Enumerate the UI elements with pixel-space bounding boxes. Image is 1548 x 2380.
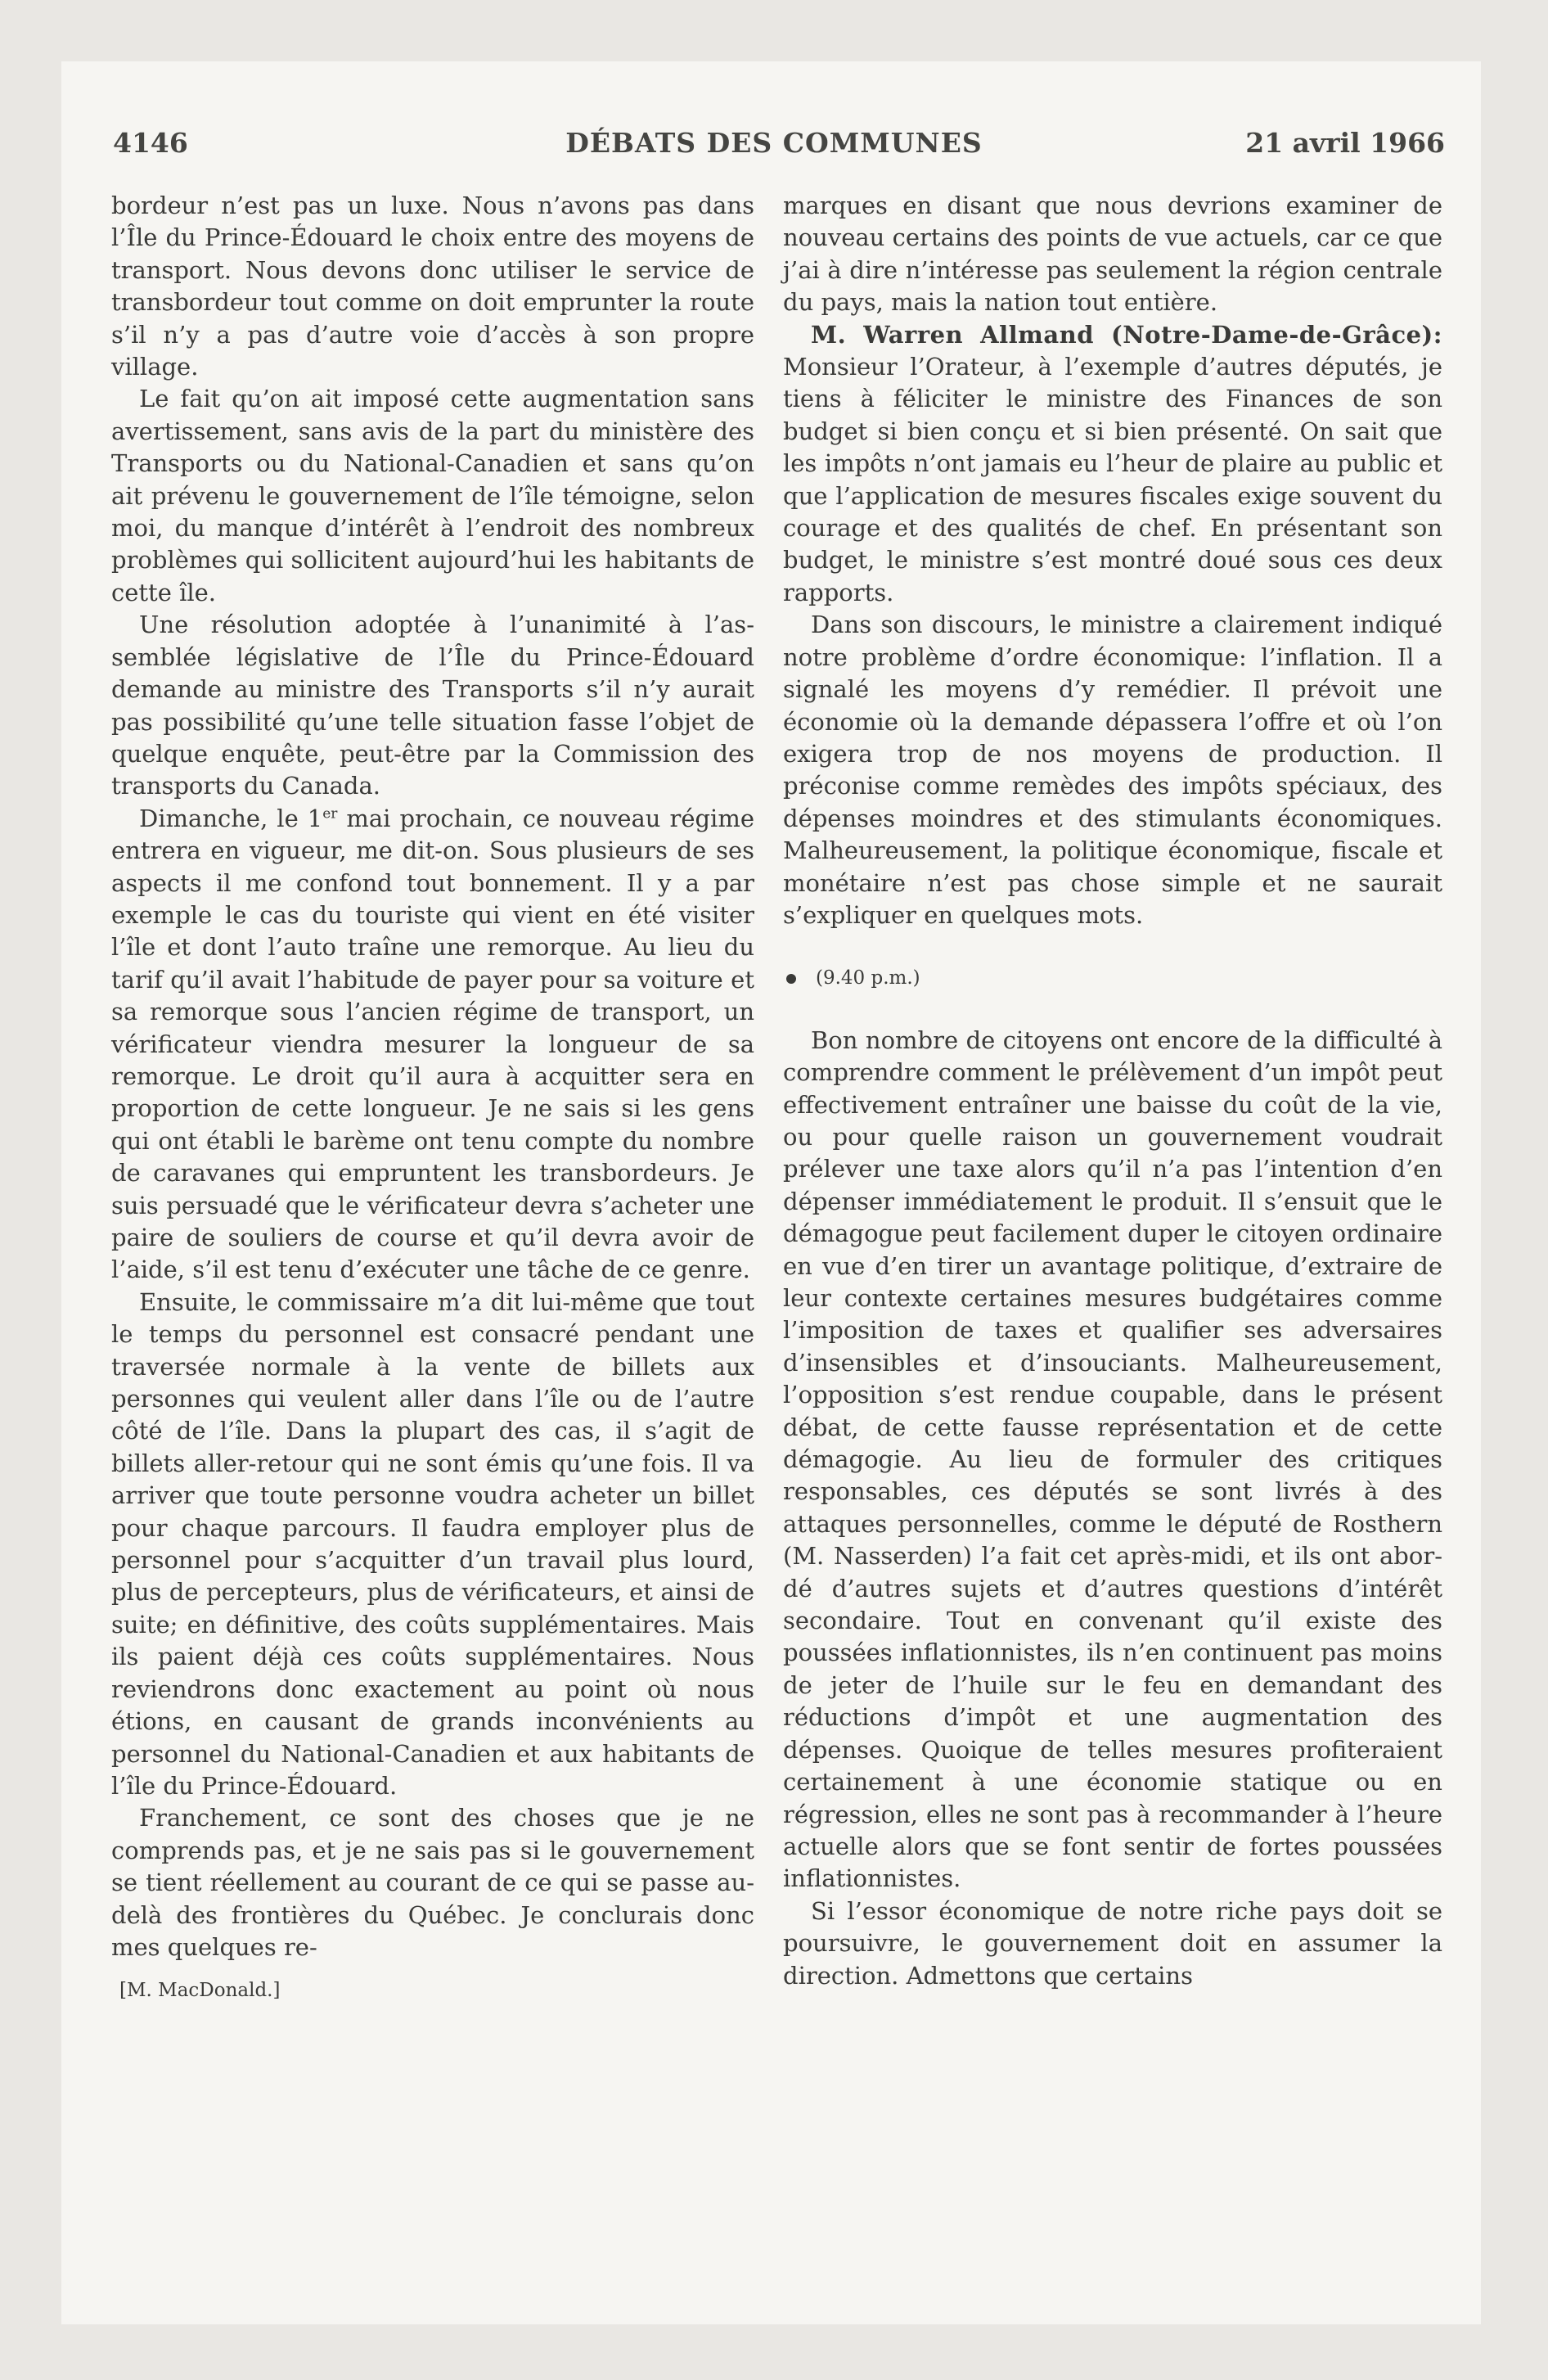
page-number: 4146 — [113, 127, 188, 159]
paragraph: Une résolution adoptée à l’unanimité à l’assemblée législative de l’Île du Prince-Édouard demande au ministre des Transports s’il n’y aurait pas possibilité qu’une telle situation fasse l’objet de quelque enquête, peut-être par la Commission des transports du Canada. — [111, 611, 754, 800]
speaker-name: M. Warren Allmand (Notre-Dame-de-Grâce): — [811, 320, 1442, 349]
paragraph: marques en disant que nous devrions examiner de nouveau certains des points de vue actuels, car ce que j’ai à dire n’intéresse pas seulement la région centrale du pays, mais la nation tout entière. — [783, 192, 1442, 317]
paragraph: Ensuite, le commissaire m’a dit lui-même que tout le temps du personnel est consacré pendant une traversée normale à la vente de billets aux personnes qui veulent aller dans l’île ou de l’autre côté de l’île. Dans la plupart des cas, il s’agit de billets aller-retour qui ne sont émis qu’une fois. Il va arriver que toute personne voudra acheter un billet pour chaque parcours. Il faudra employer plus de personnel pour s’acquitter d’un travail plus lourd, plus de percepteurs, plus de vérificateurs, et ainsi de suite; en définitive, des coûts supplémentaires. Mais ils paient déjà ces coûts supplémentaires. Nous reviendrons donc exactement au point où nous étions, en causant de grands inconvénients au personnel du National-Canadien et aux habitants de l’île du Prince-Édouard. — [111, 1287, 754, 1800]
paragraph: Le fait qu’on ait imposé cette augmentation sans avertissement, sans avis de la part du ministère des Transports ou du National-Canadien et sans qu’on ait prévenu le gouvernement de l’île témoigne, selon moi, du manque d’intérêt à l’endroit des nombreux problèmes qui sollicitent aujourd’hui les habitants de cette île. — [111, 385, 754, 606]
paragraph: Franchement, ce sont des choses que je ne comprends pas, et je ne sais pas si le gouvernement se tient réellement au courant de ce qui se passe au-delà des frontières du Québec. Je conclurais donc mes quelques re- — [111, 1804, 754, 1961]
left-column — [111, 190, 754, 2252]
paragraph-rest: Monsieur l’Orateur, à l’exemple d’autres députés, je tiens à féliciter le ministre des Finances de son budget si bien conçu et si bien présenté. On sait que les impôts n’ont jamais eu l’heur de plaire au public et que l’application de mesures fiscales exige souvent du courage et des qualités de chef. En présentant son budget, le ministre s’est montré doué sous ces deux rapports. — [783, 353, 1442, 606]
paragraph: Dans son discours, le ministre a clairement indiqué notre problème d’ordre économique: l’inflation. Il a signalé les moyens d’y remédier. Il prévoit une économie où la demande dépassera l’offre et où l’on exigera trop de nos moyens de production. Il préconise comme remèdes des impôts spéciaux, des dépenses moindres et des stimulants économiques. Malheureusement, la politique économique, fiscale et monétaire n’est pas chose simple et ne saurait s’expliquer en quelques mots. — [783, 611, 1442, 929]
paragraph: Si l’essor économique de notre riche pays doit se poursuivre, le gouvernement doit en assumer la direction. Admettons que certains — [783, 1896, 1442, 1990]
speaker-attribution: [M. MacDonald.] — [119, 1980, 281, 2002]
right-column — [783, 190, 1442, 2252]
paragraph-start: Dimanche, le 1 — [139, 804, 323, 832]
time-marker — [783, 962, 1442, 994]
page-date: 21 avril 1966 — [1245, 127, 1445, 159]
paragraph: bordeur n’est pas un luxe. Nous n’avons pas dans l’Île du Prince-Édouard le choix entre des moyens de transport. Nous devons donc utiliser le service de transbordeur tout comme on doit emprunter la route s’il n’y a pas d’autre voie d’accès à son propre village. — [111, 192, 754, 381]
paragraph: Bon nombre de citoyens ont encore de la difficulté à comprendre comment le prélèvement d’un impôt peut effectivement entraîner une baisse du coût de la vie, ou pour quelle raison un gouvernement voudrait prélever une taxe alors qu’il n’a pas l’intention d’en dépenser immédiatement le produit. Il s’ensuit que le démagogue peut facilement duper le citoyen ordinaire en vue d’en tirer un avantage politique, d’extraire de leur contexte certaines mesures budgétaires comme l’imposition de taxes et qualifier ses adversaires d’insensibles et d’insouciants. Malheureusement, l’opposition s’est rendue coupable, dans le présent débat, de cette fausse représentation et de cette démagogie. Au lieu de formuler des critiques responsables, ces députés se sont livrés à des attaques personnelles, comme le député de Rosthern (M. Nasserden) l’a fait cet après-midi, et ils ont abordé d’autres sujets et d’autres questions d’intérêt secondaire. Tout en convenant qu’il existe des poussées inflationnistes, ils n’en continuent pas moins de jeter de l’huile sur le feu en demandant des réductions d’impôt et une augmentation des dépenses. Quoique de telles mesures profiteraient certainement à une économie statique ou en régression, elles ne sont pas à recommander à l’heure actuelle alors que se font sentir de fortes poussées inflationnistes. — [783, 1025, 1442, 1893]
paragraph — [111, 803, 754, 1287]
page-title: DÉBATS DES COMMUNES — [565, 127, 983, 159]
time-marker-text: (9.40 p.m.) — [816, 967, 920, 989]
paragraph — [783, 319, 1442, 610]
ordinal-superscript: er — [322, 805, 338, 823]
bullet-icon — [786, 974, 796, 984]
paragraph-rest: mai prochain, ce nouveau régime entrera en vigueur, me dit-on. Sous plusieurs de ses aspects il me confond tout bonnement. Il y a par exemple le cas du touriste qui vient en été visiter l’île et dont l’auto traîne une remorque. Au lieu du tarif qu’il avait l’habitude de payer pour sa voiture et sa remorque sous l’ancien régime de transport, un vérificateur viendra mesurer la longueur de sa remorque. Le droit qu’il aura à acquitter sera en proportion de cette longueur. Je ne sais si les gens qui ont établi le barème ont tenu compte du nombre de caravanes qui empruntent les transbordeurs. Je suis persuadé que le vérificateur devra s’acheter une paire de souliers de course et qu’il devra avoir de l’aide, s’il est tenu d’exécuter une tâche de ce genre. — [111, 804, 754, 1284]
